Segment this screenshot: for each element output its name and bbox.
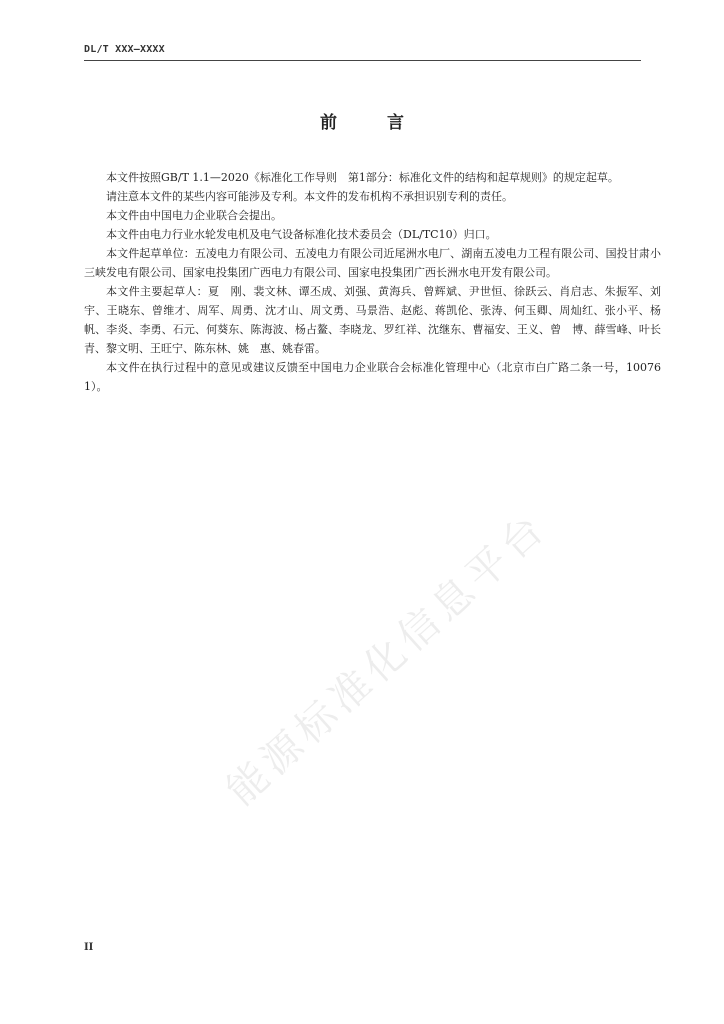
paragraph-main-drafters: 本文件主要起草人：夏 刚、裴文林、谭丕成、刘强、黄海兵、曾辉斌、尹世恒、徐跃云、肖启志、朱振军、刘宇、王晓东、曾维才、周军、周勇、沈才山、周文勇、马景浩、赵彪、蒋凯伦、张涛、何玉卿、周灿红、张小平、杨帆、李炎、李勇、石元、何葵东、陈海波、杨占鳌、李晓龙、罗红祥、沈继东、曹福安、王义、曾 博、薛雪峰、叶长青、黎文明、王旺宁、陈东林、姚 惠、姚春雷。	[84, 285, 661, 355]
watermark: 能源标准化信息平台	[218, 503, 557, 815]
page-number: II	[84, 942, 94, 953]
paragraph-patent-notice: 请注意本文件的某些内容可能涉及专利。本文件的发布机构不承担识别专利的责任。	[106, 190, 513, 203]
paragraph-feedback: 本文件在执行过程中的意见或建议反馈至中国电力企业联合会标准化管理中心（北京市白广路二条一号，100761）。	[84, 361, 661, 393]
paragraph-drafting-units: 本文件起草单位：五凌电力有限公司、五凌电力有限公司近尾洲水电厂、湖南五凌电力工程有限公司、国投甘肃小三峡发电有限公司、国家电投集团广西电力有限公司、国家电投集团广西长洲水电开发有限公司。	[84, 247, 661, 279]
page-title: 前 言	[320, 113, 426, 133]
header-divider	[84, 60, 641, 61]
foreword-body	[84, 168, 661, 396]
document-code: DL/T XXX—XXXX	[84, 44, 165, 55]
paragraph-technical-committee: 本文件由电力行业水轮发电机及电气设备标准化技术委员会（DL/TC10）归口。	[106, 228, 497, 241]
paragraph-proposer: 本文件由中国电力企业联合会提出。	[106, 209, 282, 222]
paragraph-drafting-rules: 本文件按照GB/T 1.1—2020《标准化工作导则 第1部分：标准化文件的结构和起草规则》的规定起草。	[106, 171, 619, 184]
